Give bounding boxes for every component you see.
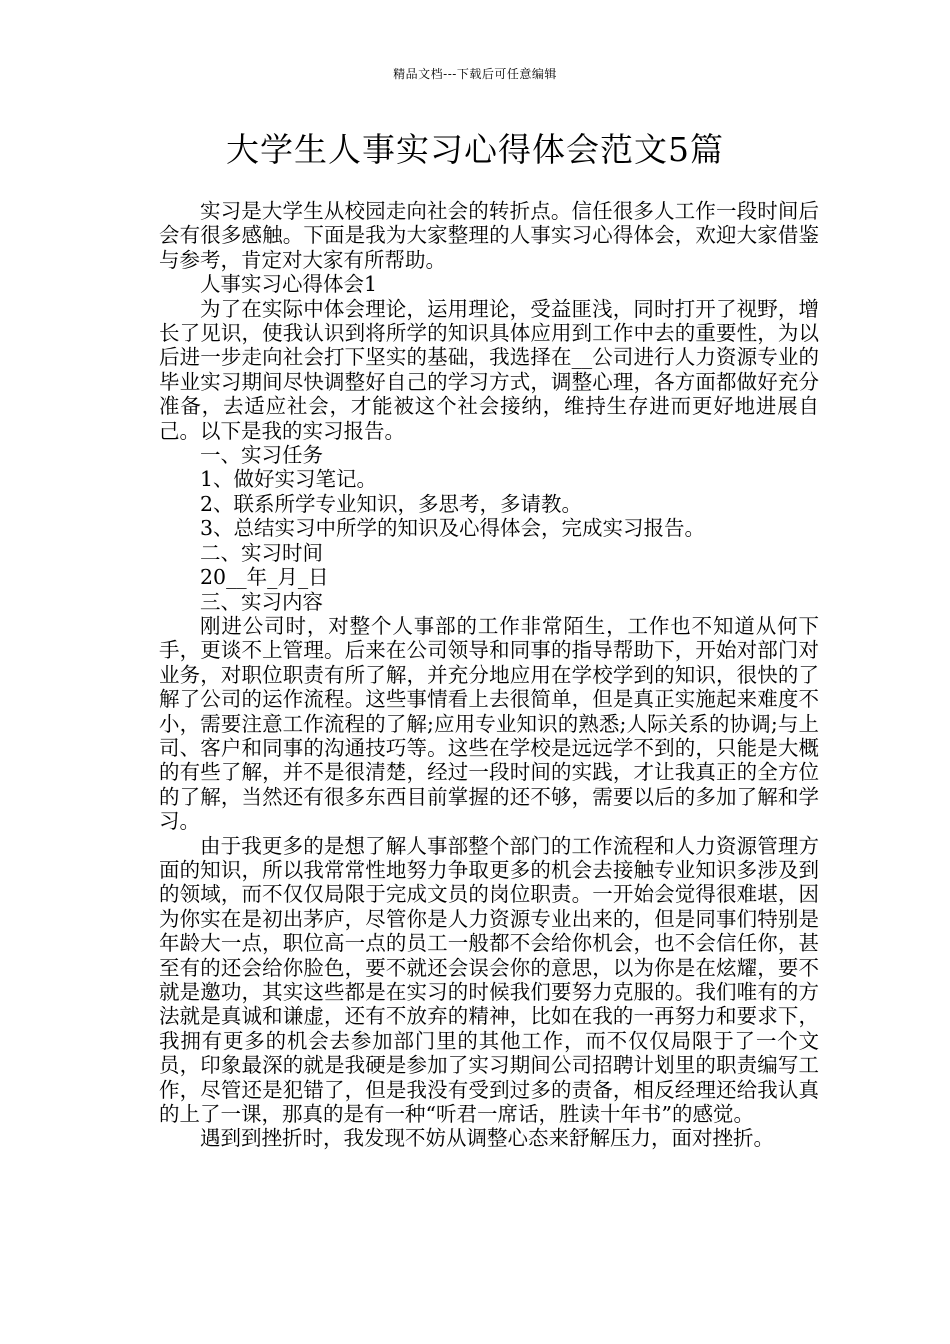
section-heading-content: 三、实习内容 bbox=[200, 589, 323, 614]
document-title: 大学生人事实习心得体会范文5篇 bbox=[226, 130, 724, 169]
list-item: 3、总结实习中所学的知识及心得体会，完成实习报告。 bbox=[200, 516, 706, 541]
section-heading-experience-1: 人事实习心得体会1 bbox=[200, 272, 378, 297]
body-paragraph: 为了在实际中体会理论，运用理论，受益匪浅，同时打开了视野，增长了见识，使我认识到将所学的知识具体应用到工作中去的重要性，为以后进一步走向社会打下坚实的基础，我选择在__公司进行人力资源专业的毕业实习期间尽快调整好自己的学习方式，调整心理，各方面都做好充分准备，去适应社会，才能被这个社会接纳，维持生存进而更好地进展自己。以下是我的实习报告。 bbox=[159, 296, 819, 443]
list-item: 2、联系所学专业知识，多思考，多请教。 bbox=[200, 491, 583, 516]
internship-date: 20__年_月_日 bbox=[200, 565, 329, 590]
body-paragraph: 遇到到挫折时，我发现不妨从调整心态来舒解压力，面对挫折。 bbox=[200, 1126, 774, 1151]
body-paragraph: 由于我更多的是想了解人事部整个部门的工作流程和人力资源管理方面的知识，所以我常常性地努力争取更多的机会去接触专业知识多涉及到的领域，而不仅仅局限于完成文员的岗位职责。一开始会觉得很难堪，因为你实在是初出茅庐，尽管你是人力资源专业出来的，但是同事们特别是年龄大一点，职位高一点的员工一般都不会给你机会，也不会信任你，甚至有的还会给你脸色，要不就还会误会你的意思，以为你是在炫耀，要不就是邀功，其实这些都是在实习的时候我们要努力克服的。我们唯有的方法就是真诚和谦虚，还有不放弃的精神，比如在我的一再努力和要求下，我拥有更多的机会去参加部门里的其他工作，而不仅仅局限于了一个文员，印象最深的就是我硬是参加了实习期间公司招聘计划里的职责编写工作，尽管还是犯错了，但是我没有受到过多的责备，相反经理还给我认真的上了一课，那真的是有一种“听君一席话，胜读十年书”的感觉。 bbox=[159, 833, 819, 1127]
body-paragraph: 刚进公司时，对整个人事部的工作非常陌生，工作也不知道从何下手，更谈不上管理。后来在公司领导和同事的指导帮助下，开始对部门对业务，对职位职责有所了解，并充分地应用在学校学到的知识，很快的了解了公司的运作流程。这些事情看上去很简单，但是真正实施起来难度不小，需要注意工作流程的了解;应用专业知识的熟悉;人际关系的协调;与上司、客户和同事的沟通技巧等。这些在学校是远远学不到的，只能是大概的有些了解，并不是很清楚，经过一段时间的实践，才让我真正的全方位的了解，当然还有很多东西目前掌握的还不够，需要以后的多加了解和学习。 bbox=[159, 613, 819, 834]
document-body bbox=[159, 199, 819, 1151]
list-item: 1、做好实习笔记。 bbox=[200, 467, 378, 492]
section-heading-time: 二、实习时间 bbox=[200, 540, 323, 565]
header-note: 精品文档---下载后可任意编辑 bbox=[393, 67, 557, 81]
intro-paragraph: 实习是大学生从校园走向社会的转折点。信任很多人工作一段时间后会有很多感触。下面是我为大家整理的人事实习心得体会，欢迎大家借鉴与参考，肯定对大家有所帮助。 bbox=[159, 199, 819, 272]
section-heading-tasks: 一、实习任务 bbox=[200, 443, 323, 468]
